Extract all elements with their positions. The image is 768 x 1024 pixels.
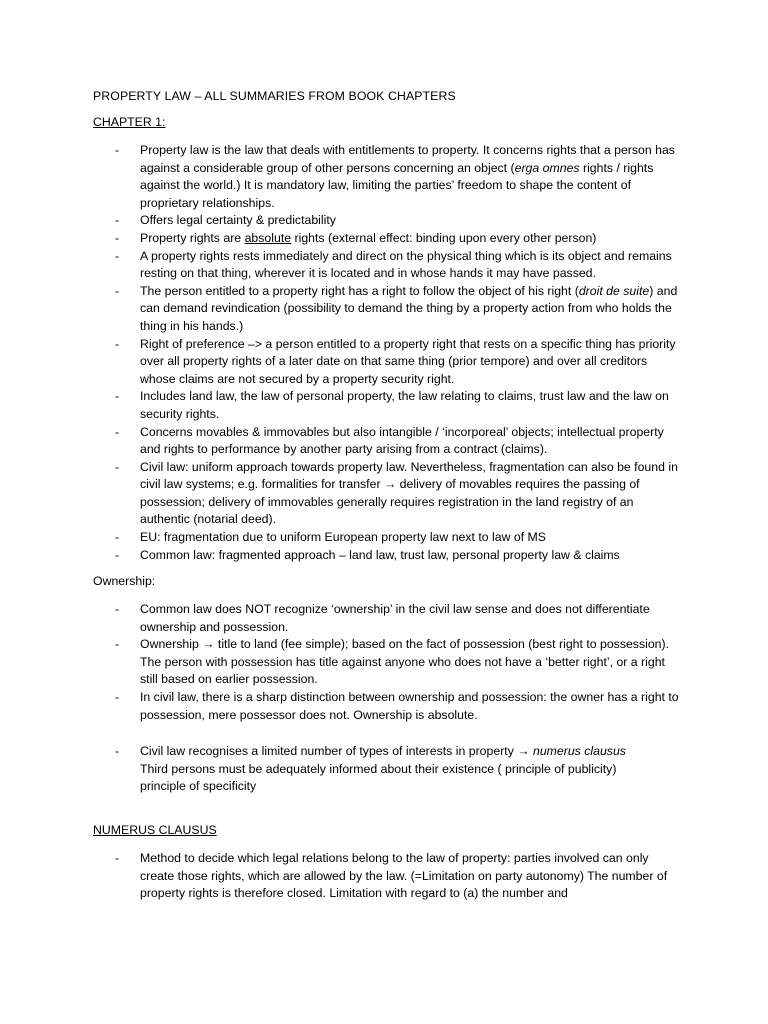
item-text: In civil law, there is a sharp distinction between ownership and possession: the owner has a right to possession, mere possessor does not. Ownership is absolute. — [140, 689, 679, 722]
ownership-heading: Ownership: — [93, 574, 156, 588]
list-item — [93, 230, 683, 248]
list-item — [93, 388, 683, 423]
list-item — [93, 547, 683, 565]
list-item — [93, 850, 683, 903]
list-item — [93, 689, 683, 724]
list-item — [93, 142, 683, 212]
civil-law-bullet-list — [93, 743, 683, 796]
item-text: Concerns movables & immovables but also intangible / ‘incorporeal’ objects; intellectual property and rights to performance by another party arising from a contract (claims). — [140, 424, 664, 457]
item-text: ) and can demand revindication (possibility to demand the thing by a property action from who holds the thing in his hands.) — [140, 283, 678, 333]
item-text: Third persons must be adequately informed about their existence ( principle of publicity) — [140, 761, 617, 776]
chapter-bullet-list — [93, 142, 683, 564]
item-text: Property law is the law that deals with entitlements to property. It concerns rights that a person has against a considerable group of other persons concerning an object ( — [140, 143, 675, 175]
item-italic-term: droit de suite — [578, 283, 650, 298]
list-item — [93, 212, 683, 230]
list-item — [93, 601, 683, 636]
item-text: Civil law recognises a limited number of types of interests in property → — [140, 744, 533, 758]
item-text: Includes land law, the law of personal property, the law relating to claims, trust law and the law on security rights. — [140, 389, 669, 421]
item-text: Method to decide which legal relations belong to the law of property: parties involved can only create those rights, which are allowed by the law. (=Limitation on party autonomy) The number of property rights is therefore closed. Limitation with regard to (a) the number and — [140, 851, 668, 901]
item-text: Common law: fragmented approach – land law, trust law, personal property law & claims — [140, 547, 620, 562]
list-item — [93, 529, 683, 547]
item-italic-term: numerus clausus — [532, 744, 626, 758]
item-underlined-term: absolute — [244, 230, 292, 245]
item-text: Offers legal certainty & predictability — [140, 213, 336, 228]
numerus-clausus-bullet-list — [93, 850, 683, 903]
item-text: The person entitled to a property right has a right to follow the object of his right ( — [140, 283, 579, 298]
list-item — [93, 636, 683, 689]
item-text: Civil law: uniform approach towards property law. Nevertheless, fragmentation can also be found in civil law systems; e.g. formalities for transfer → delivery of movables requires the passing of possession; delivery of immovables generally requires registration in the land registry of an authentic (notarial deed). — [140, 459, 678, 527]
list-item — [93, 336, 683, 389]
item-text: Common law does NOT recognize ‘ownership’ in the civil law sense and does not differentiate ownership and possession. — [140, 602, 650, 634]
item-text: rights (external effect: binding upon every other person) — [291, 230, 597, 245]
list-item — [93, 283, 683, 336]
item-text: EU: fragmentation due to uniform European property law next to law of MS — [140, 530, 547, 545]
list-item — [93, 424, 683, 459]
item-text: Ownership → title to land (fee simple); based on the fact of possession (best right to possession). The person with possession has title against anyone who does not have a ‘better right’, or a right still based on earlier possession. — [140, 637, 670, 687]
item-italic-term: erga omnes — [514, 160, 580, 175]
item-text: A property rights rests immediately and direct on the physical thing which is its object and remains resting on that thing, wherever it is located and in whose hands it may have passed. — [140, 248, 672, 281]
numerus-clausus-heading: NUMERUS CLAUSUS — [93, 823, 217, 837]
ownership-bullet-list — [93, 601, 683, 724]
list-item — [93, 248, 683, 283]
item-text: Right of preference –> a person entitled to a property right that rests on a specific thing has priority over all property rights of a later date on that same thing (prior tempore) and over all creditors whose claims are not secured by a property security right. — [140, 336, 676, 386]
document-title: PROPERTY LAW – ALL SUMMARIES FROM BOOK CHAPTERS — [93, 89, 456, 103]
list-item — [93, 459, 683, 529]
item-text: principle of specificity — [140, 779, 257, 794]
list-item — [93, 743, 683, 796]
item-text: Property rights are — [140, 230, 245, 245]
chapter-heading: CHAPTER 1: — [93, 115, 166, 129]
item-text: rights / rights against the world.) It is mandatory law, limiting the parties’ freedom to shape the content of proprietary relationships. — [140, 160, 654, 210]
